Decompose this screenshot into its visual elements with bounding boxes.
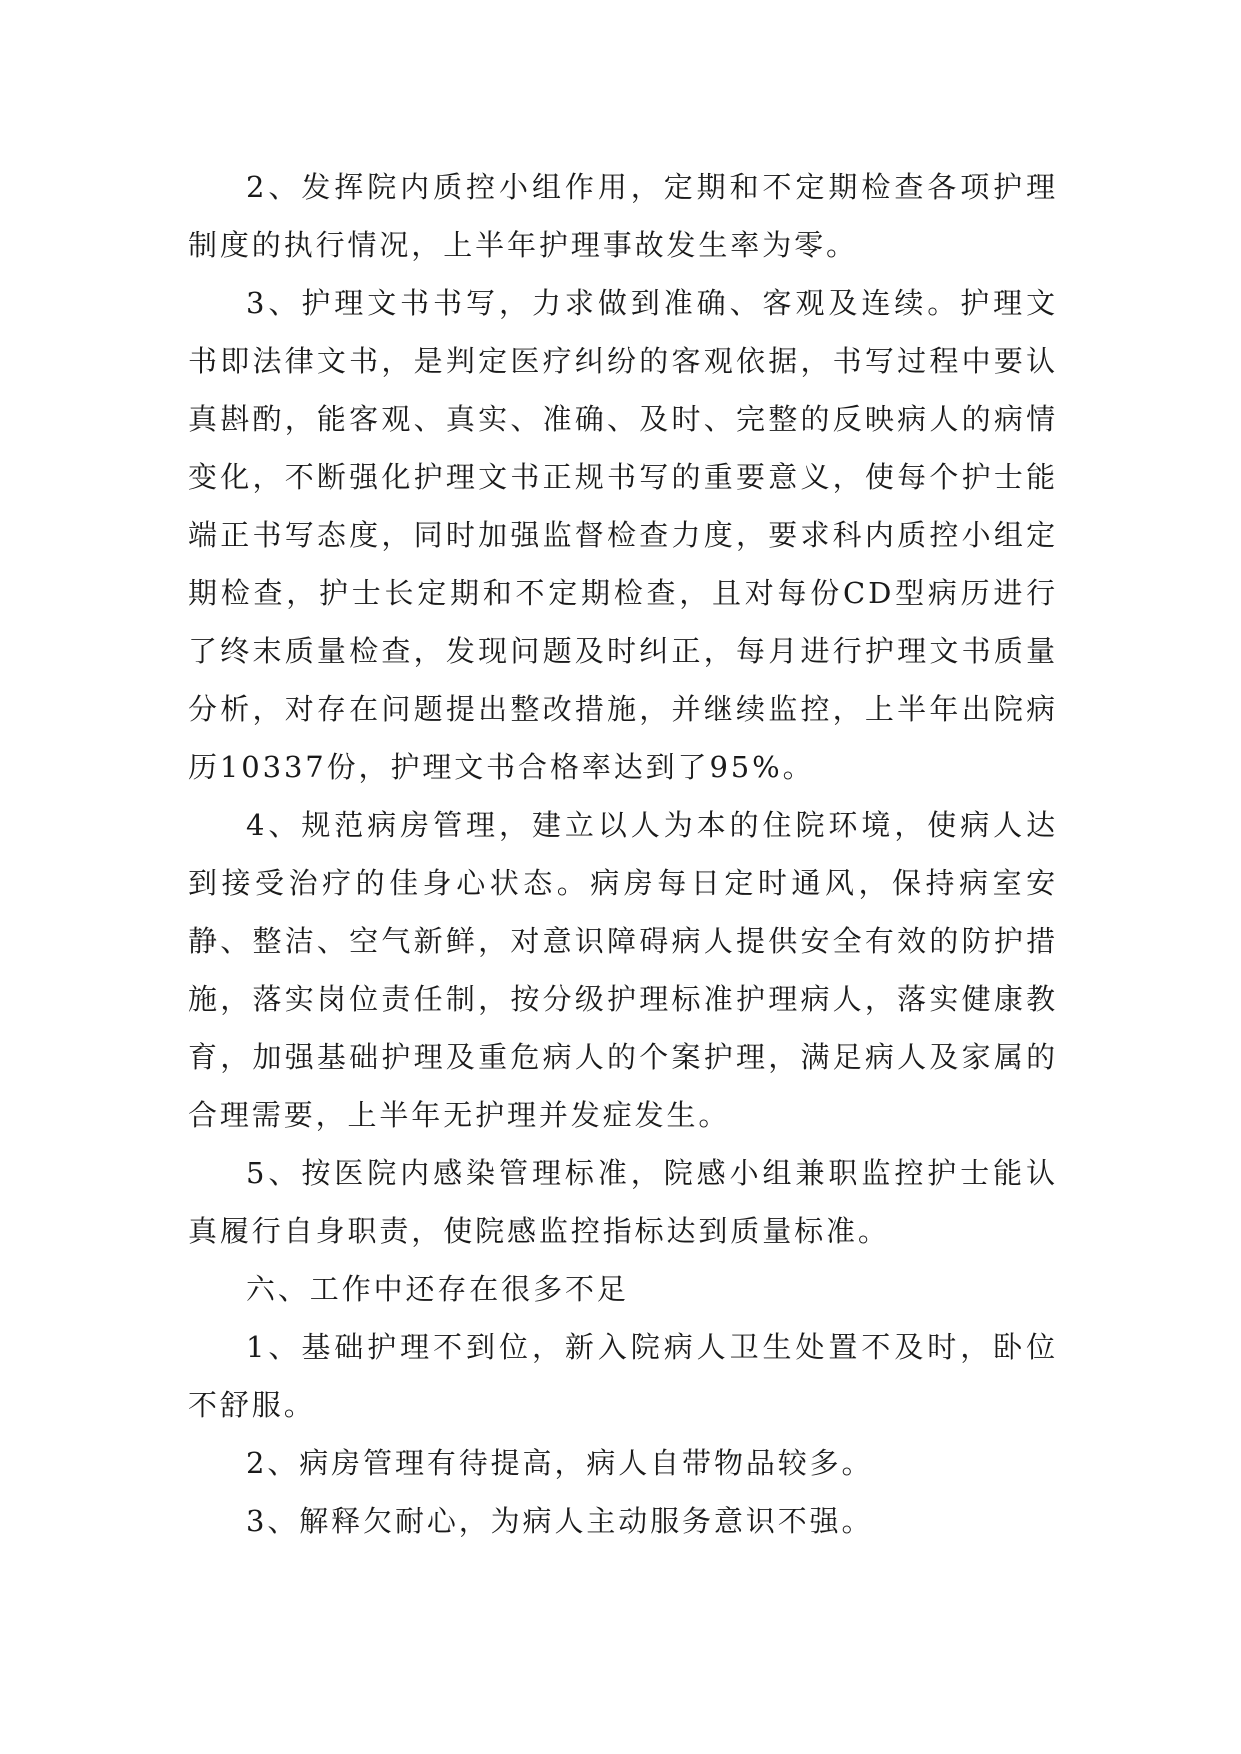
paragraph-infection-control: 5、按医院内感染管理标准，院感小组兼职监控护士能认真履行自身职责，使院感监控指标达到质量标准。 (188, 1156, 1058, 1248)
paragraph-ward-management: 4、规范病房管理，建立以人为本的住院环境，使病人达到接受治疗的佳身心状态。病房每日定时通风，保持病室安静、整洁、空气新鲜，对意识障碍病人提供安全有效的防护措施，落实岗位责任制，按分级护理标准护理病人，落实健康教育，加强基础护理及重危病人的个案护理，满足病人及家属的合理需要，上半年无护理并发症发生。 (188, 808, 1058, 1132)
document-body (188, 158, 1058, 1550)
paragraph-ward-improvement: 2、病房管理有待提高，病人自带物品较多。 (246, 1446, 874, 1480)
section-heading-shortcomings: 六、工作中还存在很多不足 (246, 1272, 629, 1306)
paragraph-basic-nursing: 1、基础护理不到位，新入院病人卫生处置不及时，卧位不舒服。 (188, 1330, 1058, 1422)
paragraph-nursing-documents: 3、护理文书书写，力求做到准确、客观及连续。护理文书即法律文书，是判定医疗纠纷的客观依据，书写过程中要认真斟酌，能客观、真实、准确、及时、完整的反映病人的病情变化，不断强化护理文书正规书写的重要意义，使每个护士能端正书写态度，同时加强监督检查力度，要求科内质控小组定期检查，护士长定期和不定期检查，且对每份CD型病历进行了终末质量检查，发现问题及时纠正，每月进行护理文书质量分析，对存在问题提出整改措施，并继续监控，上半年出院病历10337份，护理文书合格率达到了95%。 (188, 286, 1058, 784)
paragraph-quality-control: 2、发挥院内质控小组作用，定期和不定期检查各项护理制度的执行情况，上半年护理事故发生率为零。 (188, 170, 1058, 262)
paragraph-service-attitude: 3、解释欠耐心，为病人主动服务意识不强。 (246, 1504, 874, 1538)
